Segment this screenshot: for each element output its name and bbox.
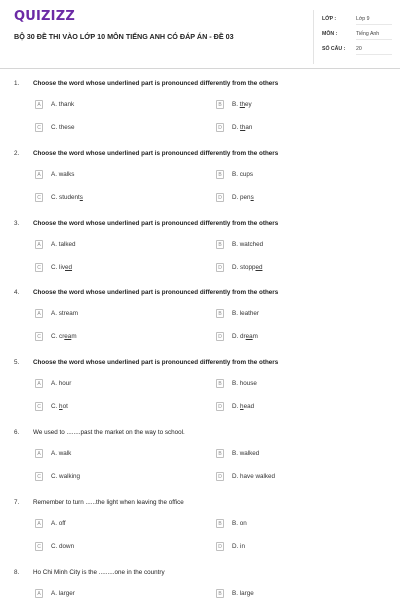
- option-text-pre: B. cups: [232, 170, 253, 178]
- question-text: Choose the word whose underlined part is pronounced differently from the others: [33, 80, 279, 87]
- option-text-pre: B. on: [232, 519, 247, 527]
- meta-value: Tiếng Anh: [356, 31, 380, 37]
- meta-underline: [356, 39, 392, 40]
- option-text: [51, 264, 72, 271]
- option-text: [51, 333, 77, 340]
- option-text: [232, 450, 259, 457]
- option-text-pre: C. student: [51, 193, 80, 201]
- underlined-part: ed: [255, 263, 263, 271]
- question-text: Ho Chi Minh City is the .........one in the country: [33, 568, 165, 576]
- option-text-pre: D. dr: [232, 333, 246, 341]
- quizizz-logo: QUIZIZZ: [14, 9, 75, 24]
- option-text-pre: B. leather: [232, 310, 259, 318]
- option-letter-box[interactable]: C: [35, 402, 43, 411]
- underlined-part: h: [240, 403, 244, 411]
- option-letter-box[interactable]: B: [216, 589, 224, 598]
- option-text-pre: B. large: [232, 589, 254, 597]
- question-text: Choose the word whose underlined part is pronounced differently from the others: [33, 359, 279, 367]
- option-letter-box[interactable]: C: [35, 472, 43, 481]
- meta-underline: [356, 24, 392, 25]
- option-letter-box[interactable]: C: [35, 332, 43, 341]
- option-letter-box[interactable]: A: [35, 309, 43, 318]
- question-item: [0, 150, 400, 220]
- option-text-pre: C. liv: [51, 263, 65, 271]
- option-text: [232, 590, 254, 597]
- option-text: [51, 590, 75, 597]
- question-number: 7.: [14, 498, 20, 506]
- underlined-part: ea: [245, 333, 253, 341]
- option-text-pre: A. thank: [51, 101, 75, 108]
- option-text: [232, 241, 263, 248]
- question-item: [0, 289, 400, 359]
- option-letter-box[interactable]: B: [216, 449, 224, 458]
- option-text-pre: C. cr: [51, 333, 65, 341]
- option-text: [232, 543, 245, 550]
- option-letter-box[interactable]: A: [35, 519, 43, 528]
- question-item: [0, 359, 400, 429]
- option-text: [232, 194, 254, 201]
- option-text-post: ead: [243, 403, 255, 411]
- question-number: 3.: [14, 219, 20, 227]
- option-letter-box[interactable]: A: [35, 170, 43, 179]
- question-item: [0, 499, 400, 569]
- meta-key: MÔN :: [322, 31, 338, 37]
- option-text: [51, 124, 74, 131]
- option-text-pre: B. watched: [232, 240, 264, 248]
- option-text: [51, 194, 83, 201]
- option-text: [51, 171, 74, 178]
- option-letter-box[interactable]: B: [216, 100, 224, 109]
- option-text-pre: C. down: [51, 542, 75, 550]
- option-text-pre: A. walks: [51, 170, 75, 178]
- question-number: 5.: [14, 359, 20, 367]
- option-text-pre: C. walking: [51, 473, 81, 480]
- option-text-pre: D. stopp: [232, 263, 256, 271]
- question-text: Choose the word whose underlined part is pronounced differently from the others: [33, 219, 279, 227]
- option-text: [232, 473, 275, 480]
- option-letter-box[interactable]: D: [216, 123, 224, 132]
- option-text-pre: D. pen: [232, 193, 251, 201]
- option-text-pre: A. talked: [51, 240, 76, 248]
- option-text: [232, 333, 258, 340]
- option-text: [232, 403, 254, 410]
- underlined-part: s: [250, 193, 254, 201]
- option-letter-box[interactable]: A: [35, 240, 43, 249]
- question-text: We used to ........past the market on the way to school.: [33, 429, 185, 436]
- meta-panel: [313, 10, 389, 64]
- option-text: [51, 310, 78, 317]
- meta-underline: [356, 54, 392, 55]
- option-text-pre: B.: [232, 101, 240, 108]
- option-text-pre: C. these: [51, 124, 75, 131]
- option-text-pre: D.: [232, 124, 241, 131]
- option-text-pre: D. in: [232, 542, 245, 550]
- question-text: Remember to turn ......the light when leaving the office: [33, 498, 184, 506]
- option-text: [51, 101, 74, 108]
- option-text-post: ot: [62, 403, 68, 411]
- meta-key: SỐ CÂU :: [322, 46, 346, 52]
- option-letter-box[interactable]: D: [216, 402, 224, 411]
- question-text: Choose the word whose underlined part is pronounced differently from the others: [33, 289, 279, 297]
- option-text-pre: C.: [51, 403, 60, 411]
- option-text: [51, 380, 71, 387]
- question-item: [0, 429, 400, 499]
- question-number: 4.: [14, 289, 20, 297]
- option-letter-box[interactable]: B: [216, 170, 224, 179]
- option-text-pre: A. larger: [51, 589, 75, 597]
- question-text: Choose the word whose underlined part is pronounced differently from the others: [33, 149, 279, 157]
- option-letter-box[interactable]: A: [35, 379, 43, 388]
- option-text-pre: B. walked: [232, 450, 260, 457]
- question-item: [0, 80, 400, 150]
- option-letter-box[interactable]: B: [216, 379, 224, 388]
- option-letter-box[interactable]: C: [35, 193, 43, 202]
- option-letter-box[interactable]: D: [216, 263, 224, 272]
- option-text-post: an: [245, 124, 253, 131]
- meta-key: LỚP :: [322, 16, 337, 22]
- underlined-part: ed: [65, 263, 73, 271]
- question-number: 1.: [14, 80, 20, 87]
- option-letter-box[interactable]: A: [35, 589, 43, 598]
- option-letter-box[interactable]: A: [35, 449, 43, 458]
- option-text: [51, 473, 80, 480]
- underlined-part: h: [59, 403, 63, 411]
- document-title: BỘ 30 ĐỀ THI VÀO LỚP 10 MÔN TIẾNG ANH CÓ ĐÁP ÁN - ĐỀ 03: [14, 32, 234, 41]
- option-text: [51, 450, 71, 457]
- option-letter-box[interactable]: C: [35, 542, 43, 551]
- option-text-pre: A. stream: [51, 310, 78, 318]
- meta-value: 20: [356, 46, 362, 52]
- option-letter-box[interactable]: D: [216, 332, 224, 341]
- underlined-part: ea: [64, 333, 72, 341]
- option-text-pre: B. house: [232, 380, 257, 388]
- question-number: 6.: [14, 429, 20, 436]
- option-text: [232, 101, 252, 108]
- option-text: [51, 543, 74, 550]
- underlined-part: s: [79, 193, 83, 201]
- option-text-pre: D.: [232, 403, 241, 411]
- underlined-part: th: [240, 124, 246, 131]
- option-text-post: m: [252, 333, 258, 341]
- option-text: [232, 380, 257, 387]
- option-text: [232, 310, 259, 317]
- option-text-post: ey: [244, 101, 252, 108]
- option-letter-box[interactable]: C: [35, 123, 43, 132]
- option-text: [51, 520, 66, 527]
- option-letter-box[interactable]: D: [216, 472, 224, 481]
- option-text-pre: D. have walked: [232, 473, 276, 480]
- option-letter-box[interactable]: A: [35, 100, 43, 109]
- option-text: [232, 264, 262, 271]
- option-text-pre: A. off: [51, 519, 66, 527]
- question-number: 2.: [14, 149, 20, 157]
- option-text-pre: A. hour: [51, 380, 72, 388]
- question-number: 8.: [14, 568, 20, 576]
- option-text-pre: A. walk: [51, 450, 72, 457]
- option-letter-box[interactable]: B: [216, 519, 224, 528]
- worksheet-header: [0, 0, 400, 64]
- option-letter-box[interactable]: D: [216, 193, 224, 202]
- option-letter-box[interactable]: B: [216, 309, 224, 318]
- meta-value: Lớp 9: [356, 16, 370, 22]
- underlined-part: th: [239, 101, 245, 108]
- option-text: [232, 124, 252, 131]
- header-divider: [0, 68, 400, 69]
- option-text-post: m: [71, 333, 77, 341]
- option-text: [232, 171, 253, 178]
- option-text: [51, 403, 68, 410]
- question-item: [0, 569, 400, 600]
- option-text: [232, 520, 247, 527]
- option-letter-box[interactable]: C: [35, 263, 43, 272]
- option-letter-box[interactable]: B: [216, 240, 224, 249]
- question-item: [0, 220, 400, 290]
- option-letter-box[interactable]: D: [216, 542, 224, 551]
- option-text: [51, 241, 76, 248]
